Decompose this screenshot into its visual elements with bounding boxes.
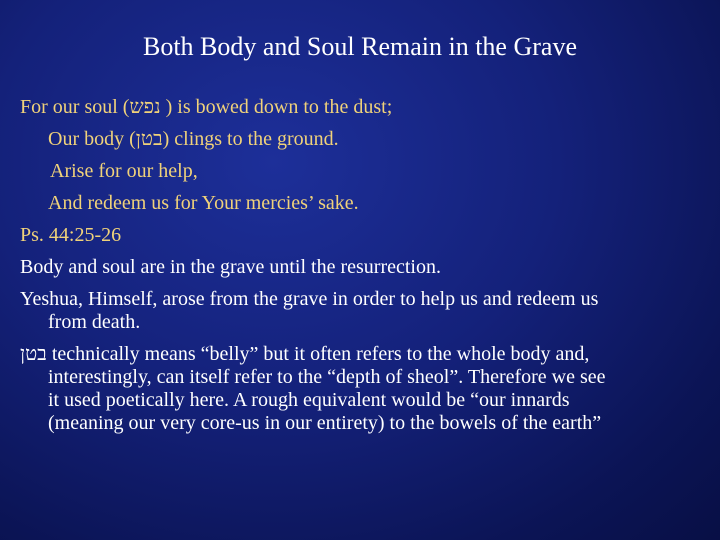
paragraph-beten-line-2: interestingly, can itself refer to the “depth of sheol”. Therefore we see (48, 366, 606, 388)
paragraph-beten-line-1-text: technically means “belly” but it often refers to the whole body and, (46, 343, 590, 365)
slide-body (20, 96, 710, 435)
verse-line-2-post: ) clings to the ground. (162, 128, 339, 150)
slide-title: Both Body and Soul Remain in the Grave (142, 32, 577, 61)
hebrew-word-beten: בטן (135, 128, 163, 150)
verse-line-1-post: ) is bowed down to the dust; (160, 96, 393, 118)
paragraph-yeshua-line-1: Yeshua, Himself, arose from the grave in order to help us and redeem us (20, 288, 599, 310)
paragraph-beten-line-4: (meaning our very core-us in our entirety) to the bowels of the earth” (48, 412, 602, 434)
verse-line-4: And redeem us for Your mercies’ sake. (48, 192, 359, 214)
paragraph-beten-line-1 (20, 343, 710, 366)
paragraph-resurrection: Body and soul are in the grave until the resurrection. (20, 256, 441, 278)
paragraph-yeshua (20, 288, 710, 334)
paragraph-beten-meaning (20, 343, 710, 435)
paragraph-beten-line-3: it used poetically here. A rough equivalent would be “our innards (48, 389, 570, 411)
verse-line-2-pre: Our body ( (48, 128, 136, 150)
verse-line-2 (20, 128, 710, 151)
paragraph-yeshua-line-2: from death. (48, 311, 141, 333)
verse-line-1-pre: For our soul ( (20, 96, 130, 118)
verse-line-3: Arise for our help, (50, 160, 198, 182)
hebrew-word-beten-2: בטן (20, 343, 47, 365)
scripture-reference: Ps. 44:25-26 (20, 224, 122, 246)
hebrew-word-nephesh: נפש (129, 96, 161, 118)
verse-line-1 (20, 96, 710, 119)
